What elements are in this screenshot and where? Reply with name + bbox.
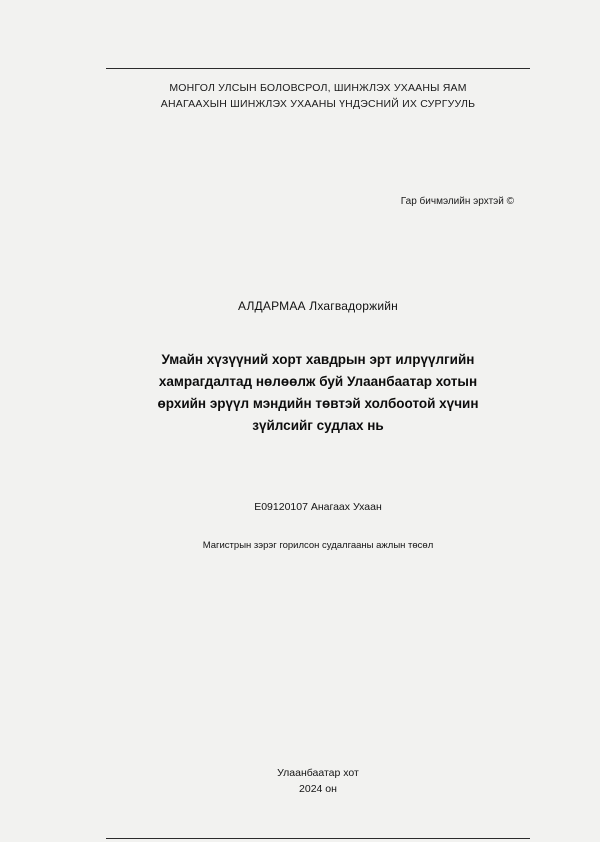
university-line: АНАГААХЫН ШИНЖЛЭХ УХААНЫ ҮНДЭСНИЙ ИХ СУРГУУЛЬ <box>160 98 476 111</box>
place-and-year <box>18 765 600 798</box>
title-page-sheet <box>18 18 582 824</box>
city-label: Улаанбаатар хот <box>277 767 359 779</box>
document-type: Магистрын зэрэг горилсон судалгааны ажлын төсөл <box>202 540 434 551</box>
program-code-and-field: E09120107 Анагаах Ухаан <box>254 501 382 513</box>
copyright-notice: Гар бичмэлийн эрхтэй © <box>400 196 514 207</box>
title-line-4: зүйлсийг судлах нь <box>252 417 384 433</box>
ministry-line: МОНГОЛ УЛСЫН БОЛОВСРОЛ, ШИНЖЛЭХ УХААНЫ ЯАМ <box>169 82 467 94</box>
title-line-1: Умайн хүзүүний хорт хавдрын эрт илрүүлгийн <box>161 352 475 367</box>
year-label: 2024 он <box>299 783 337 796</box>
title-line-3: өрхийн эрүүл мэндийн төвтэй холбоотой хүчин <box>157 395 479 411</box>
top-divider <box>106 68 530 69</box>
author-name: АЛДАРМАА Лхагвадоржийн <box>238 299 398 313</box>
bottom-divider <box>106 838 530 839</box>
thesis-title <box>114 349 522 436</box>
institution-header <box>18 80 600 113</box>
title-line-2: хамрагдалтад нөлөөлж буй Улаанбаатар хотын <box>158 373 478 389</box>
